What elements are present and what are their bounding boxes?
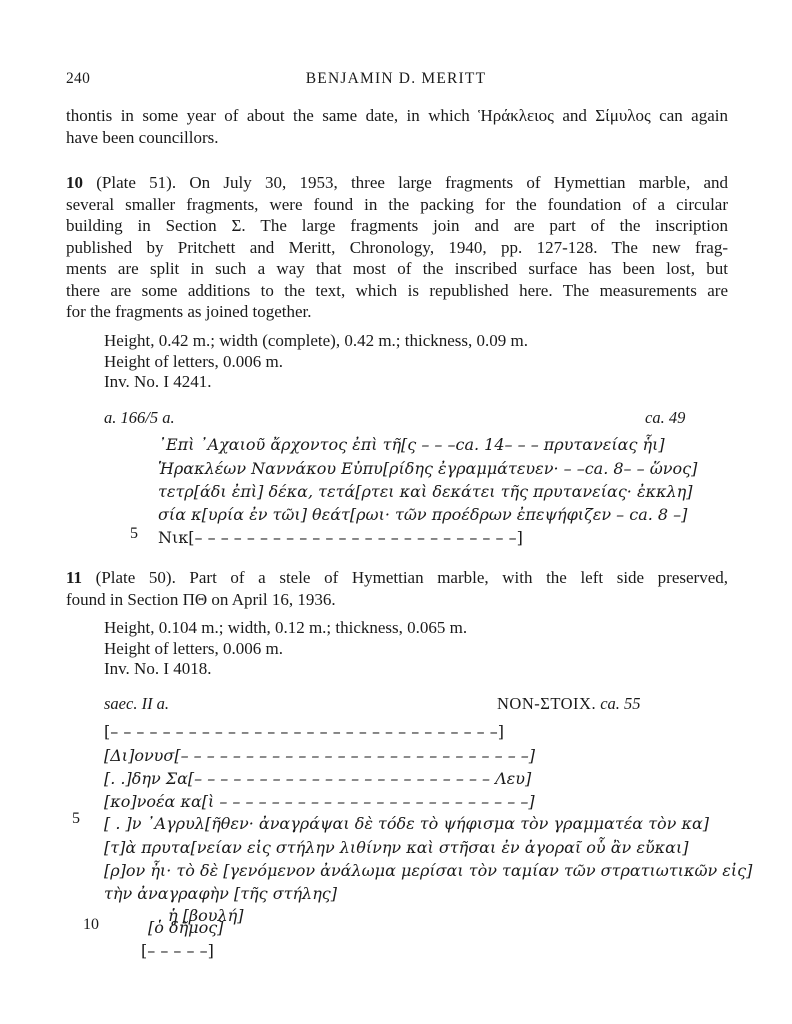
entry-11-number: 11 xyxy=(66,568,83,587)
inscription-11-line: [ὁ δῆμος] xyxy=(148,918,224,937)
measurement-line: Inv. No. I 4018. xyxy=(104,659,212,678)
running-header-author: BENJAMIN D. MERITT xyxy=(305,70,487,87)
entry-10-line: there are some additions to the text, which is republished here. The measurements are xyxy=(66,280,728,300)
entry-10-measurements xyxy=(104,331,528,393)
entry-10-line: several smaller fragments, were found in the packing for the foundation of a circular xyxy=(66,194,728,214)
measurement-line: Inv. No. I 4241. xyxy=(104,372,212,391)
inscription-11-line: [κο]νοέα κα[ὶ – – – – – – – – – – – – – – – – – – – – – – – –] xyxy=(104,792,535,811)
measurement-line: Height, 0.104 m.; width, 0.12 m.; thickness, 0.065 m. xyxy=(104,618,468,637)
measurement-line: Height of letters, 0.006 m. xyxy=(104,638,283,658)
inscription-11-line: τὴν ἀναγραφὴν [τῆς στήλης] xyxy=(104,884,337,903)
entry-11-measurements xyxy=(104,618,467,680)
entry-10-line: building in Section Σ. The large fragments join and are part of the inscription xyxy=(66,216,728,235)
inscription-10-line: σία κ[υρία ἐν τῶι] θεάτ[ρωι· τῶν προέδρων ἐπεψήφιζεν – ca. 8 –] xyxy=(158,505,688,524)
entry-10-line: published by Pritchett and Meritt, Chronology, 1940, pp. 127-128. The new frag- xyxy=(66,237,728,257)
inscription-11-line: [ . ]ν ᾿Αγρυλ[ῆθεν· ἀναγράψαι δὲ τόδε τὸ ψήφισμα τὸν γραμματέα τὸν κα] xyxy=(104,814,710,833)
inscription-11-line: [. .]δην Σα[– – – – – – – – – – – – – – – – – – – – – – – Λευ] xyxy=(104,769,532,788)
entry-10-stoich: ca. 49 xyxy=(645,408,686,427)
entry-11-date: saec. II a. xyxy=(104,694,170,713)
entry-10-date: a. 166/5 a. xyxy=(104,408,175,427)
entry-11-line: found in Section ΠΘ on April 16, 1936. xyxy=(66,589,336,609)
intro-line: have been councillors. xyxy=(66,127,219,147)
entry-11-paragraph xyxy=(66,567,728,610)
entry-11-stoich-label: NON-ΣΤΟΙΧ. xyxy=(497,694,597,713)
entry-11-stoich xyxy=(497,694,641,714)
entry-10-line: for the fragments as joined together. xyxy=(66,302,312,321)
entry-10-number: 10 xyxy=(66,173,83,192)
inscription-11-line: [ρ]ον ἦι· τὸ δὲ [γενόμενον ἀνάλωμα μερίσαι τὸν ταμίαν τῶν στρατιωτικῶν εἰς] xyxy=(104,861,753,880)
inscription-11-line: ἡ [βουλή] xyxy=(168,906,244,925)
intro-line: thontis in some year of about the same date, in which Ἡράκλειος and Σίμυλος can again xyxy=(66,106,728,125)
line-number: 10 xyxy=(83,916,99,933)
inscription-10-line: ᾿Επὶ ᾿Αχαιοῦ ἄρχοντος ἐπὶ τῆ[ς – – –ca. 14– – – πρυτανείας ἧι] xyxy=(158,435,665,454)
line-number: 5 xyxy=(130,525,138,542)
inscription-10-line: τετρ[άδι ἐπὶ] δέκα, τετά[ρτει καὶ δεκάτει τῆς πρυτανείας· ἐκκλη] xyxy=(158,482,693,501)
intro-paragraph xyxy=(66,105,728,148)
line-number: 5 xyxy=(72,810,80,827)
entry-11-stoich-ca: ca. 55 xyxy=(600,694,641,713)
entry-10-line: ments are split in such a way that most of the inscribed surface has been lost, but xyxy=(66,259,728,278)
inscription-11-line: [Δι]ονυσ[– – – – – – – – – – – – – – – – – – – – – – – – – – –] xyxy=(104,746,536,765)
measurement-line: Height, 0.42 m.; width (complete), 0.42 m.; thickness, 0.09 m. xyxy=(104,331,529,350)
measurement-line: Height of letters, 0.006 m. xyxy=(104,351,283,371)
entry-10-line-1: 10 (Plate 51). On July 30, 1953, three large fragments of Hymettian marble, and xyxy=(66,173,729,192)
entry-11-line-1: 11 (Plate 50). Part of a stele of Hymettian marble, with the left side preserved, xyxy=(66,568,729,587)
page-number: 240 xyxy=(66,70,91,87)
inscription-11-line: [– – – – – – – – – – – – – – – – – – – – – – – – – – – – – –] xyxy=(104,722,504,741)
inscription-11-line: [– – – – –] xyxy=(141,941,214,960)
entry-10-paragraph xyxy=(66,172,728,323)
inscription-10-line: Ἡρακλέων Ναννάκου Εὐπυ[ρίδης ἐγραμμάτευεν· – –ca. 8– – ὥνος] xyxy=(158,459,698,478)
inscription-11-line: [τ]ὰ πρυτα[νείαν εἰς στήλην λιθίνην καὶ στῆσαι ἐν ἀγοραῖ οὗ ἂν εὔκαι] xyxy=(104,838,689,857)
inscription-10-line: Νικ[– – – – – – – – – – – – – – – – – – – – – – – – –] xyxy=(158,528,523,547)
